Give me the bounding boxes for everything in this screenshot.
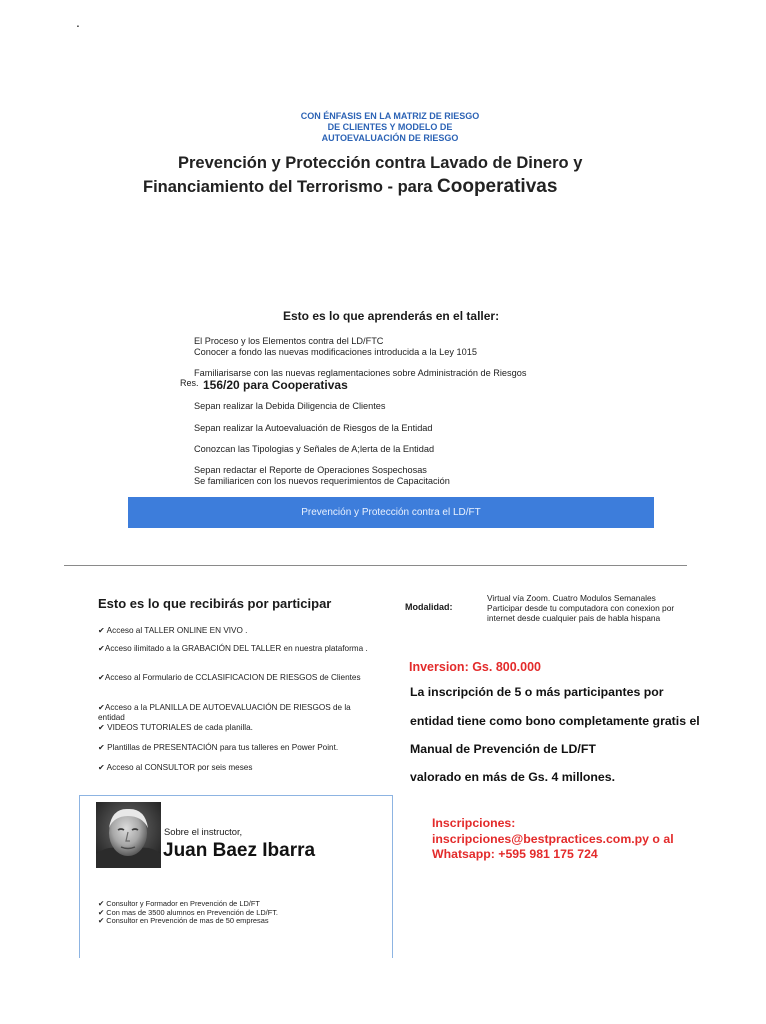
learn-item: Conocer a fondo las nuevas modificaciones introducida a la Ley 1015 bbox=[194, 347, 477, 357]
contact-email-link[interactable]: inscripciones@bestpractices.com.py o al bbox=[432, 831, 674, 846]
learn-item: El Proceso y los Elementos contra del LD/FTC bbox=[194, 336, 384, 346]
benefit-item: ✔ Acceso al TALLER ONLINE EN VIVO . bbox=[98, 626, 248, 635]
contact-whatsapp-link[interactable]: Whatsapp: +595 981 175 724 bbox=[432, 847, 598, 861]
modality-label: Modalidad: bbox=[405, 602, 453, 612]
resolution-prefix: Res. bbox=[180, 378, 199, 388]
section-divider bbox=[64, 565, 687, 566]
promo-line: Manual de Prevención de LD/FT bbox=[410, 742, 596, 756]
price: Inversion: Gs. 800.000 bbox=[409, 660, 542, 674]
title-text: Financiamiento del Terrorismo - para bbox=[143, 178, 438, 196]
promo-line: La inscripción de 5 o más participantes por bbox=[410, 685, 664, 699]
emphasis-subtitle bbox=[240, 111, 540, 144]
benefit-item: ✔Acceso al Formulario de CCLASIFICACION DE RIESGOS de Clientes bbox=[98, 673, 361, 682]
resolution-title: 156/20 para Cooperativas bbox=[203, 378, 348, 392]
credential-item: ✔ Con mas de 3500 alumnos en Prevención de LD/FT. bbox=[98, 907, 278, 917]
modality-line: Virtual vía Zoom. Cuatro Modulos Semanales bbox=[487, 593, 656, 603]
page-title-line2 bbox=[143, 176, 557, 198]
learn-item: Familiarisarse con las nuevas reglamentaciones sobre Administración de Riesgos bbox=[194, 368, 527, 378]
modality-details bbox=[487, 593, 697, 623]
benefit-item: ✔ VIDEOS TUTORIALES de cada planilla. bbox=[98, 723, 253, 732]
instructor-credentials bbox=[98, 900, 278, 926]
benefit-item: ✔Acceso ilimitado a la GRABACIÓN DEL TALLER en nuestra plataforma . bbox=[98, 644, 368, 653]
emphasis-line: CON ÉNFASIS EN LA MATRIZ DE RIESGO bbox=[300, 111, 480, 121]
benefit-item: ✔Acceso a la PLANILLA DE AUTOEVALUACIÓN DE RIESGOS de la entidad bbox=[98, 703, 351, 722]
learn-item: Sepan realizar la Autoevaluación de Riesgos de la Entidad bbox=[194, 423, 433, 433]
learn-heading: Esto es lo que aprenderás en el taller: bbox=[283, 309, 500, 323]
course-banner-button[interactable]: Prevención y Protección contra el LD/FT bbox=[128, 497, 654, 528]
page-title-line1: Prevención y Protección contra Lavado de Dinero y bbox=[178, 154, 583, 172]
receive-heading: Esto es lo que recibirás por participar bbox=[98, 596, 332, 611]
decorative-dot: . bbox=[76, 14, 80, 30]
benefit-item: ✔ Plantillas de PRESENTACIÓN para tus talleres en Power Point. bbox=[98, 743, 339, 752]
learn-item: Sepan realizar la Debida Diligencia de Clientes bbox=[194, 401, 386, 411]
instructor-photo bbox=[96, 802, 161, 868]
emphasis-line: DE CLIENTES Y MODELO DE bbox=[327, 122, 453, 132]
title-highlight: Cooperativas bbox=[437, 176, 558, 197]
learn-item: Se familiaricen con los nuevos requerimientos de Capacitación bbox=[194, 476, 450, 486]
modality-line: Participar desde tu computadora con conexion por bbox=[487, 603, 675, 613]
promo-line: valorado en más de Gs. 4 millones. bbox=[410, 770, 616, 784]
emphasis-line: AUTOEVALUACIÓN DE RIESGO bbox=[321, 133, 459, 143]
promo-line: entidad tiene como bono completamente gratis el bbox=[410, 714, 700, 728]
learn-item: Conozcan las Tipologias y Señales de A;lerta de la Entidad bbox=[194, 444, 435, 454]
credential-item: ✔ Consultor y Formador en Prevención de LD/FT bbox=[98, 899, 260, 908]
instructor-prefix: Sobre el instructor, bbox=[164, 826, 243, 837]
modality-line: internet desde cualquier pais de habla hispana bbox=[487, 613, 661, 623]
registration-contact bbox=[432, 816, 674, 863]
learn-item: Sepan redactar el Reporte de Operaciones Sospechosas bbox=[194, 465, 427, 475]
instructor-name: Juan Baez Ibarra bbox=[163, 840, 316, 861]
credential-item: ✔ Consultor en Prevención de mas de 50 empresas bbox=[98, 916, 269, 926]
benefit-item: ✔ Acceso al CONSULTOR por seis meses bbox=[98, 763, 253, 772]
contact-title: Inscripciones: bbox=[432, 816, 516, 830]
